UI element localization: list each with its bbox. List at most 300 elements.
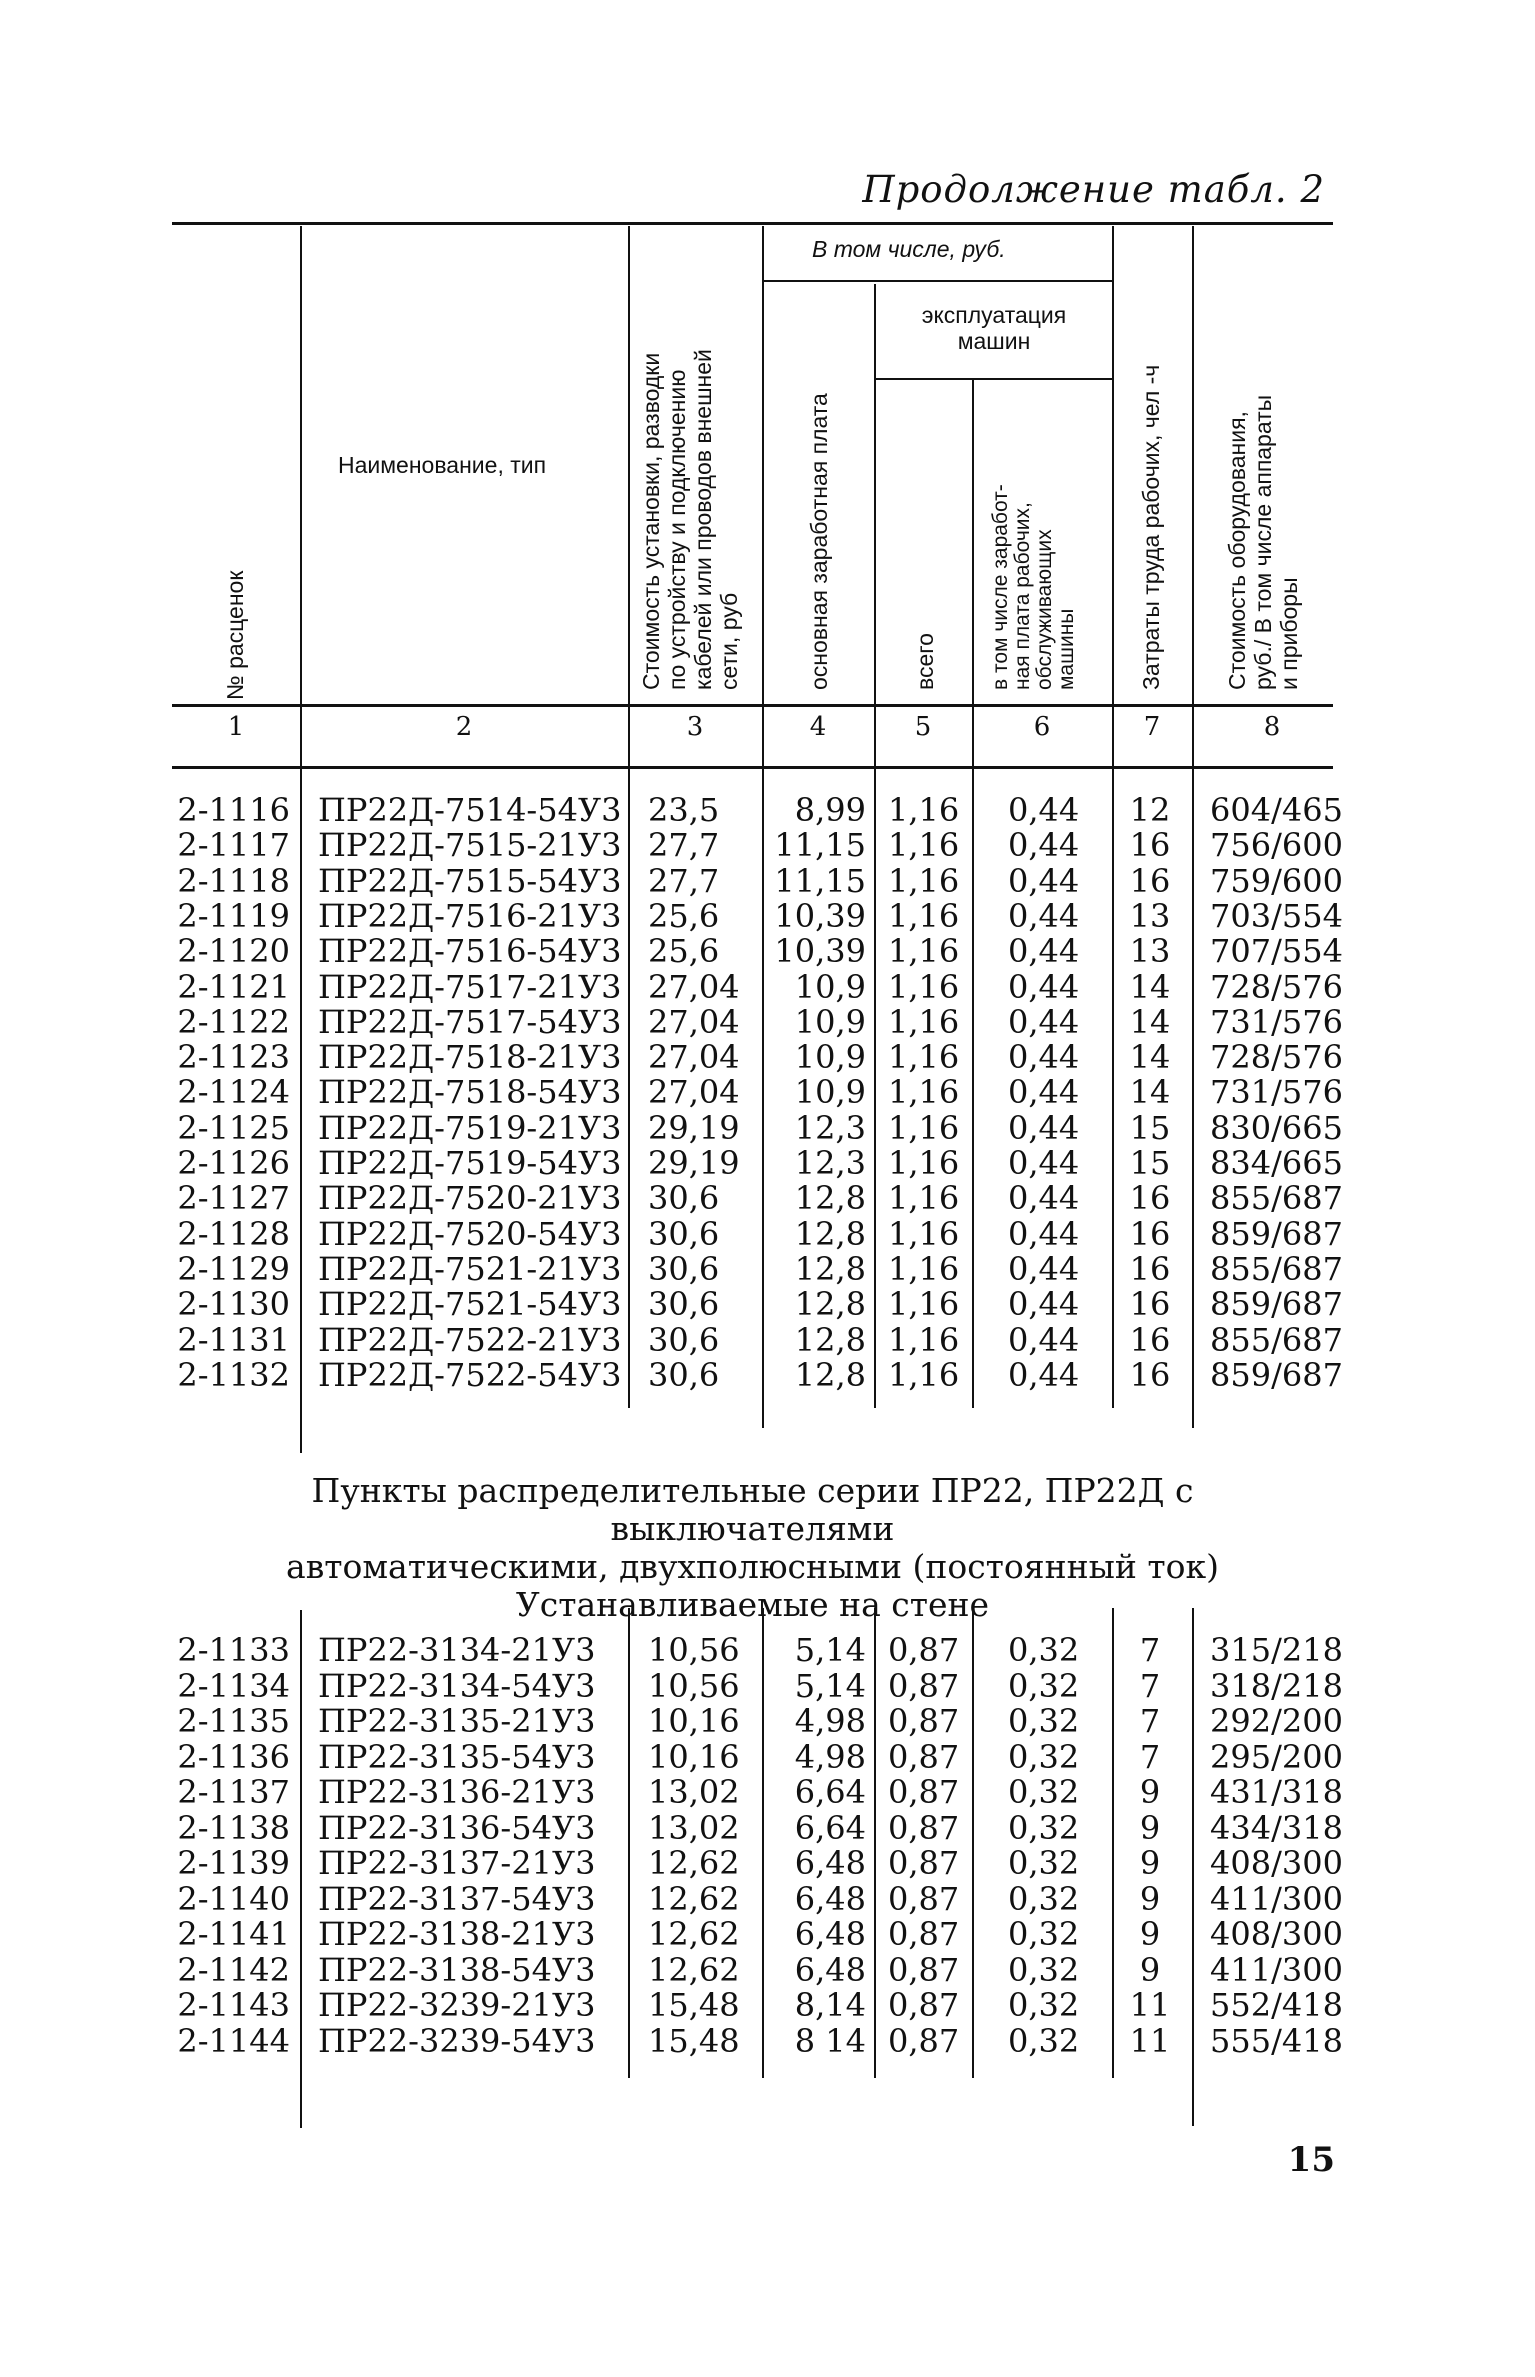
machine-total: 0,87 (888, 1773, 960, 1811)
installation-cost: 27,7 (648, 861, 720, 900)
table-row (0, 1775, 1535, 1810)
base-wage: 11,15 (774, 826, 866, 865)
machine-wage: 0,32 (1008, 1915, 1080, 1953)
rate-number: 2-1137 (177, 1773, 290, 1811)
machine-wage: 0,32 (1008, 1879, 1080, 1918)
installation-cost: 27,7 (648, 826, 720, 865)
labor-hours: 15 (1129, 1108, 1171, 1147)
rate-number: 2-1129 (177, 1249, 290, 1288)
machine-wage: 0,32 (1008, 1808, 1080, 1847)
table-row (0, 1146, 1535, 1181)
machine-total: 1,16 (888, 1073, 960, 1112)
labor-hours: 16 (1129, 1249, 1171, 1288)
rate-number: 2-1128 (177, 1214, 290, 1253)
table-row (0, 967, 1535, 1006)
labor-hours: 7 (1139, 1737, 1161, 1776)
machine-wage: 0,44 (1008, 1144, 1080, 1182)
equipment-cost: 318/218 (1210, 1666, 1343, 1705)
header-col2: Наименование, тип (338, 452, 547, 478)
labor-hours: 14 (1129, 967, 1171, 1006)
installation-cost: 25,6 (648, 932, 720, 971)
installation-cost: 30,6 (648, 1214, 720, 1253)
header-divider (762, 226, 764, 766)
installation-cost: 30,6 (648, 1179, 720, 1218)
machine-wage: 0,32 (1008, 1666, 1080, 1705)
equipment-cost: 859/687 (1210, 1355, 1343, 1394)
equipment-cost: 759/600 (1210, 861, 1343, 900)
machine-wage: 0,32 (1008, 1950, 1080, 1989)
header-col3 (638, 349, 742, 690)
machine-wage: 0,44 (1008, 1002, 1080, 1041)
header-bottom-rule (172, 704, 1333, 707)
machine-wage: 0,32 (1008, 1737, 1080, 1776)
installation-cost: 27,04 (648, 1073, 740, 1112)
rate-number: 2-1117 (177, 826, 290, 865)
machine-total: 1,16 (888, 1108, 960, 1147)
item-name: ПР22Д-7521-54У3 (318, 1285, 622, 1324)
machine-wage: 0,44 (1008, 932, 1080, 971)
labor-hours: 9 (1139, 1773, 1161, 1811)
machine-total: 0,87 (888, 1950, 960, 1989)
equipment-cost: 555/418 (1210, 2021, 1343, 2060)
item-name: ПР22-3134-21У3 (318, 1631, 596, 1669)
header-divider (628, 226, 630, 766)
machine-wage: 0,32 (1008, 1702, 1080, 1740)
base-wage: 12,8 (794, 1249, 866, 1288)
table-row (0, 1737, 1535, 1776)
machine-total: 1,16 (888, 1002, 960, 1041)
installation-cost: 27,04 (648, 1038, 740, 1077)
installation-cost: 29,19 (648, 1108, 740, 1147)
base-wage: 10,9 (794, 1002, 866, 1041)
base-wage: 10,9 (794, 967, 866, 1006)
machine-wage: 0,44 (1008, 826, 1080, 865)
installation-cost: 12,62 (648, 1950, 740, 1989)
table-row (0, 1181, 1535, 1216)
item-name: ПР22-3138-21У3 (318, 1915, 596, 1953)
installation-cost: 12,62 (648, 1879, 740, 1918)
rate-number: 2-1126 (177, 1144, 290, 1182)
equipment-cost: 834/665 (1210, 1144, 1343, 1182)
item-name: ПР22Д-7517-21У3 (318, 967, 622, 1006)
machine-wage: 0,32 (1008, 2021, 1080, 2060)
rate-number: 2-1127 (177, 1179, 290, 1218)
item-name: ПР22Д-7519-54У3 (318, 1144, 622, 1182)
installation-cost: 25,6 (648, 896, 720, 935)
group-rule (764, 280, 1112, 282)
base-wage: 5,14 (794, 1631, 866, 1669)
section-title-line: автоматическими, двухполюсными (постоянный ток) (286, 1547, 1219, 1586)
rate-number: 2-1124 (177, 1073, 290, 1112)
machine-total: 1,16 (888, 1214, 960, 1253)
rate-number: 2-1130 (177, 1285, 290, 1324)
section-title-line: Пункты распределительные серии ПР22, ПР22Д с выключателями (311, 1471, 1194, 1548)
item-name: ПР22-3239-21У3 (318, 1986, 596, 2024)
table-row (0, 1988, 1535, 2023)
rate-number: 2-1121 (177, 967, 290, 1006)
equipment-cost: 552/418 (1210, 1986, 1343, 2024)
equipment-cost: 855/687 (1210, 1179, 1343, 1218)
table-row (0, 1633, 1535, 1668)
base-wage: 12,8 (794, 1320, 866, 1359)
machine-total: 1,16 (888, 1285, 960, 1324)
equipment-cost: 728/576 (1210, 1038, 1343, 1077)
item-name: ПР22Д-7520-54У3 (318, 1214, 622, 1253)
rate-number: 2-1132 (177, 1355, 290, 1394)
equipment-cost: 434/318 (1210, 1808, 1343, 1847)
header-col8-line: и приборы (1276, 577, 1302, 690)
header-col7: Затраты труда рабочих, чел -ч (1138, 364, 1164, 690)
table-row (0, 1002, 1535, 1041)
equipment-cost: 707/554 (1210, 932, 1343, 971)
item-name: ПР22Д-7518-21У3 (318, 1038, 622, 1077)
base-wage: 12,8 (794, 1355, 866, 1394)
table-row (0, 1040, 1535, 1075)
rate-number: 2-1122 (177, 1002, 290, 1041)
rate-number: 2-1134 (177, 1666, 290, 1705)
rate-number: 2-1125 (177, 1108, 290, 1147)
machine-total: 0,87 (888, 1986, 960, 2024)
machine-wage: 0,44 (1008, 1214, 1080, 1253)
installation-cost: 30,6 (648, 1320, 720, 1359)
labor-hours: 7 (1139, 1666, 1161, 1705)
base-wage: 6,48 (794, 1879, 866, 1918)
header-col8-line: руб./ В том числе аппараты (1250, 394, 1276, 690)
header-col8 (1224, 395, 1302, 690)
item-name: ПР22Д-7516-54У3 (318, 932, 622, 971)
table-row (0, 1666, 1535, 1705)
installation-cost: 13,02 (648, 1808, 740, 1847)
item-name: ПР22Д-7521-21У3 (318, 1249, 622, 1288)
labor-hours: 11 (1129, 1986, 1171, 2024)
labor-hours: 9 (1139, 1879, 1161, 1918)
header-col6-line: ная плата рабочих, (1011, 502, 1034, 690)
table-row (0, 934, 1535, 969)
labor-hours: 7 (1139, 1631, 1161, 1669)
base-wage: 8,14 (794, 1986, 866, 2024)
header-col1: № расценок (222, 570, 248, 700)
labor-hours: 7 (1139, 1702, 1161, 1740)
installation-cost: 12,62 (648, 1915, 740, 1953)
item-name: ПР22Д-7522-54У3 (318, 1355, 622, 1394)
equipment-cost: 408/300 (1210, 1915, 1343, 1953)
base-wage: 6,48 (794, 1915, 866, 1953)
machine-total: 1,16 (888, 1320, 960, 1359)
base-wage: 12,3 (794, 1108, 866, 1147)
header-divider (874, 284, 876, 766)
table-row (0, 861, 1535, 900)
header-subgroup-line: машин (957, 328, 1031, 354)
machine-total: 0,87 (888, 1808, 960, 1847)
table-row (0, 1108, 1535, 1147)
table-row (0, 793, 1535, 828)
header-col3-line: Стоимость установки, разводки (638, 352, 664, 690)
base-wage: 5,14 (794, 1666, 866, 1705)
machine-total: 1,16 (888, 1038, 960, 1077)
equipment-cost: 315/218 (1210, 1631, 1343, 1669)
base-wage: 4,98 (794, 1702, 866, 1740)
installation-cost: 30,6 (648, 1249, 720, 1288)
labor-hours: 12 (1129, 791, 1171, 829)
labor-hours: 16 (1129, 1320, 1171, 1359)
header-divider (1192, 226, 1194, 766)
item-name: ПР22-3134-54У3 (318, 1666, 596, 1705)
equipment-cost: 411/300 (1210, 1879, 1343, 1918)
item-name: ПР22-3239-54У3 (318, 2021, 596, 2060)
item-name: ПР22Д-7517-54У3 (318, 1002, 622, 1041)
labor-hours: 9 (1139, 1844, 1161, 1882)
labor-hours: 13 (1129, 932, 1171, 971)
labor-hours: 16 (1129, 1355, 1171, 1394)
base-wage: 6,64 (794, 1808, 866, 1847)
section-title (172, 1472, 1333, 1624)
rate-number: 2-1143 (177, 1986, 290, 2024)
machine-total: 1,16 (888, 896, 960, 935)
item-name: ПР22Д-7522-21У3 (318, 1320, 622, 1359)
machine-wage: 0,32 (1008, 1986, 1080, 2024)
machine-wage: 0,44 (1008, 1108, 1080, 1147)
labor-hours: 16 (1129, 861, 1171, 900)
installation-cost: 10,56 (648, 1666, 740, 1705)
equipment-cost: 756/600 (1210, 826, 1343, 865)
table-row (0, 1355, 1535, 1394)
base-wage: 11,15 (774, 861, 866, 900)
labor-hours: 16 (1129, 826, 1171, 865)
rate-number: 2-1142 (177, 1950, 290, 1989)
machine-total: 1,16 (888, 1144, 960, 1182)
equipment-cost: 859/687 (1210, 1214, 1343, 1253)
base-wage: 10,39 (774, 932, 866, 971)
installation-cost: 27,04 (648, 967, 740, 1006)
equipment-cost: 731/576 (1210, 1073, 1343, 1112)
machine-wage: 0,44 (1008, 1285, 1080, 1324)
item-name: ПР22-3135-21У3 (318, 1702, 596, 1740)
rate-number: 2-1139 (177, 1844, 290, 1882)
machine-wage: 0,44 (1008, 967, 1080, 1006)
machine-total: 1,16 (888, 932, 960, 971)
labor-hours: 13 (1129, 896, 1171, 935)
labor-hours: 16 (1129, 1179, 1171, 1218)
header-col6-line: обслуживающих (1033, 529, 1056, 690)
machine-wage: 0,44 (1008, 1355, 1080, 1394)
equipment-cost: 855/687 (1210, 1249, 1343, 1288)
header-col4: основная заработная плата (806, 393, 832, 690)
installation-cost: 10,16 (648, 1737, 740, 1776)
base-wage: 12,8 (794, 1214, 866, 1253)
table-row (0, 1075, 1535, 1110)
rate-number: 2-1131 (177, 1320, 290, 1359)
item-name: ПР22Д-7518-54У3 (318, 1073, 622, 1112)
table-row (0, 1287, 1535, 1322)
labor-hours: 16 (1129, 1214, 1171, 1253)
machine-wage: 0,32 (1008, 1773, 1080, 1811)
item-name: ПР22-3136-54У3 (318, 1808, 596, 1847)
base-wage: 6,48 (794, 1950, 866, 1989)
labor-hours: 14 (1129, 1002, 1171, 1041)
base-wage: 12,3 (794, 1144, 866, 1182)
table-row (0, 1704, 1535, 1739)
numbers-bottom-rule (172, 766, 1333, 769)
item-name: ПР22-3137-21У3 (318, 1844, 596, 1882)
header-divider (972, 380, 974, 766)
machine-wage: 0,44 (1008, 791, 1080, 829)
header-subgroup-line: эксплуатация (921, 302, 1067, 328)
installation-cost: 30,6 (648, 1285, 720, 1324)
equipment-cost: 859/687 (1210, 1285, 1343, 1324)
header-group: В том числе, руб. (812, 236, 1006, 262)
rate-number: 2-1120 (177, 932, 290, 971)
labor-hours: 9 (1139, 1808, 1161, 1847)
machine-wage: 0,44 (1008, 896, 1080, 935)
table-row (0, 1917, 1535, 1952)
machine-wage: 0,32 (1008, 1844, 1080, 1882)
machine-wage: 0,44 (1008, 1179, 1080, 1218)
rate-number: 2-1133 (177, 1631, 290, 1669)
header-col3-line: кабелей или проводов внешней (690, 349, 716, 690)
header-col3-line: по устройству и подключению (664, 369, 690, 690)
equipment-cost: 295/200 (1210, 1737, 1343, 1776)
item-name: ПР22Д-7515-54У3 (318, 861, 622, 900)
table-row (0, 1879, 1535, 1918)
installation-cost: 29,19 (648, 1144, 740, 1182)
rate-number: 2-1140 (177, 1879, 290, 1918)
machine-total: 0,87 (888, 1631, 960, 1669)
rate-number: 2-1138 (177, 1808, 290, 1847)
rate-number: 2-1123 (177, 1038, 290, 1077)
machine-total: 0,87 (888, 1737, 960, 1776)
rate-number: 2-1136 (177, 1737, 290, 1776)
header-col6 (990, 484, 1078, 690)
header-top-rule (172, 222, 1333, 225)
labor-hours: 14 (1129, 1038, 1171, 1077)
machine-total: 0,87 (888, 1844, 960, 1882)
item-name: ПР22Д-7519-21У3 (318, 1108, 622, 1147)
table-row (0, 896, 1535, 935)
labor-hours: 14 (1129, 1073, 1171, 1112)
header-divider (1112, 226, 1114, 766)
table-row (0, 1214, 1535, 1253)
header-col8-line: Стоимость оборудования, (1224, 411, 1250, 690)
installation-cost: 15,48 (648, 2021, 740, 2060)
machine-total: 1,16 (888, 1249, 960, 1288)
installation-cost: 15,48 (648, 1986, 740, 2024)
item-name: ПР22Д-7520-21У3 (318, 1179, 622, 1218)
base-wage: 6,64 (794, 1773, 866, 1811)
machine-wage: 0,32 (1008, 1631, 1080, 1669)
table-row (0, 1808, 1535, 1847)
machine-total: 0,87 (888, 1666, 960, 1705)
base-wage: 8,99 (794, 791, 866, 829)
item-name: ПР22Д-7514-54У3 (318, 791, 622, 829)
machine-wage: 0,44 (1008, 1038, 1080, 1077)
item-name: ПР22-3135-54У3 (318, 1737, 596, 1776)
base-wage: 8 14 (794, 2021, 866, 2060)
base-wage: 10,9 (794, 1038, 866, 1077)
header-col6-line: в том числе заработ- (989, 484, 1012, 690)
installation-cost: 10,16 (648, 1702, 740, 1740)
installation-cost: 13,02 (648, 1773, 740, 1811)
machine-wage: 0,44 (1008, 1073, 1080, 1112)
machine-total: 1,16 (888, 791, 960, 829)
rate-number: 2-1116 (177, 791, 290, 829)
rate-number: 2-1144 (177, 2021, 290, 2060)
machine-total: 1,16 (888, 967, 960, 1006)
installation-cost: 30,6 (648, 1355, 720, 1394)
base-wage: 12,8 (794, 1179, 866, 1218)
header-divider (300, 226, 302, 766)
machine-wage: 0,44 (1008, 861, 1080, 900)
header-col5: всего (912, 633, 938, 690)
machine-wage: 0,44 (1008, 1249, 1080, 1288)
item-name: ПР22-3138-54У3 (318, 1950, 596, 1989)
equipment-cost: 408/300 (1210, 1844, 1343, 1882)
table-row (0, 2021, 1535, 2060)
table-caption: Продолжение табл. 2 (862, 168, 1325, 211)
equipment-cost: 830/665 (1210, 1108, 1343, 1147)
machine-total: 1,16 (888, 1355, 960, 1394)
labor-hours: 16 (1129, 1285, 1171, 1324)
base-wage: 10,9 (794, 1073, 866, 1112)
installation-cost: 10,56 (648, 1631, 740, 1669)
machine-total: 1,16 (888, 861, 960, 900)
labor-hours: 11 (1129, 2021, 1171, 2060)
labor-hours: 15 (1129, 1144, 1171, 1182)
base-wage: 12,8 (794, 1285, 866, 1324)
table-row (0, 828, 1535, 863)
page-number: 15 (1287, 2140, 1335, 2180)
rate-number: 2-1141 (177, 1915, 290, 1953)
header-col6-line: машины (1055, 608, 1078, 690)
equipment-cost: 703/554 (1210, 896, 1343, 935)
table-row (0, 1320, 1535, 1359)
header-subgroup (876, 302, 1112, 354)
installation-cost: 27,04 (648, 1002, 740, 1041)
item-name: ПР22Д-7516-21У3 (318, 896, 622, 935)
base-wage: 4,98 (794, 1737, 866, 1776)
equipment-cost: 728/576 (1210, 967, 1343, 1006)
subgroup-rule (876, 378, 1112, 380)
base-wage: 6,48 (794, 1844, 866, 1882)
equipment-cost: 604/465 (1210, 791, 1343, 829)
machine-total: 0,87 (888, 2021, 960, 2060)
base-wage: 10,39 (774, 896, 866, 935)
rate-number: 2-1135 (177, 1702, 290, 1740)
machine-total: 1,16 (888, 826, 960, 865)
machine-total: 0,87 (888, 1915, 960, 1953)
item-name: ПР22-3137-54У3 (318, 1879, 596, 1918)
equipment-cost: 411/300 (1210, 1950, 1343, 1989)
equipment-cost: 292/200 (1210, 1702, 1343, 1740)
machine-total: 1,16 (888, 1179, 960, 1218)
equipment-cost: 855/687 (1210, 1320, 1343, 1359)
item-name: ПР22Д-7515-21У3 (318, 826, 622, 865)
machine-total: 0,87 (888, 1879, 960, 1918)
labor-hours: 9 (1139, 1915, 1161, 1953)
installation-cost: 12,62 (648, 1844, 740, 1882)
rate-number: 2-1119 (177, 896, 290, 935)
section-title-line: Устанавливаемые на стене (515, 1585, 990, 1624)
table-row (0, 1846, 1535, 1881)
machine-total: 0,87 (888, 1702, 960, 1740)
item-name: ПР22-3136-21У3 (318, 1773, 596, 1811)
table-row (0, 1950, 1535, 1989)
table-row (0, 1249, 1535, 1288)
installation-cost: 23,5 (648, 791, 720, 829)
machine-wage: 0,44 (1008, 1320, 1080, 1359)
equipment-cost: 731/576 (1210, 1002, 1343, 1041)
labor-hours: 9 (1139, 1950, 1161, 1989)
rate-number: 2-1118 (177, 861, 290, 900)
